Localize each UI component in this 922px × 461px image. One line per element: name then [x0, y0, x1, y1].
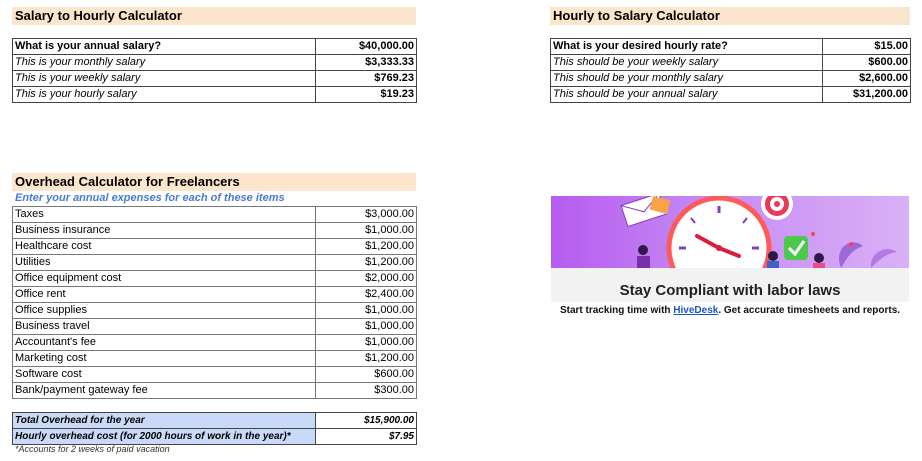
salary-to-hourly-title: Salary to Hourly Calculator [12, 7, 416, 25]
table-row [13, 39, 417, 55]
monthly-pay-value: $2,600.00 [823, 71, 911, 87]
expense-input[interactable]: $1,000.00 [316, 223, 417, 239]
promo-text-after: . Get accurate timesheets and reports. [718, 305, 901, 316]
hourly-rate-input[interactable]: $15.00 [823, 39, 911, 55]
total-overhead-label: Total Overhead for the year [13, 413, 316, 429]
expense-label: Office supplies [13, 303, 316, 319]
expense-label: Taxes [13, 207, 316, 223]
monthly-salary-label: This is your monthly salary [13, 55, 316, 71]
annual-pay-label: This should be your annual salary [551, 87, 823, 103]
table-row [13, 255, 417, 271]
expense-input[interactable]: $1,200.00 [316, 351, 417, 367]
overhead-subtitle: Enter your annual expenses for each of these items [15, 192, 285, 204]
expense-input[interactable]: $2,400.00 [316, 287, 417, 303]
hourly-salary-label: This is your hourly salary [13, 87, 316, 103]
table-row [551, 71, 911, 87]
promo-banner[interactable] [551, 196, 909, 268]
hourly-overhead-value: $7.95 [316, 429, 417, 445]
expense-label: Bank/payment gateway fee [13, 383, 316, 399]
table-row [13, 223, 417, 239]
expense-input[interactable]: $600.00 [316, 367, 417, 383]
salary-to-hourly-table [12, 38, 417, 103]
expense-input[interactable]: $1,200.00 [316, 255, 417, 271]
clock-illustration-icon [551, 196, 909, 268]
overhead-title: Overhead Calculator for Freelancers [12, 173, 416, 191]
hourly-rate-label: What is your desired hourly rate? [551, 39, 823, 55]
table-row [13, 303, 417, 319]
expense-input[interactable]: $1,200.00 [316, 239, 417, 255]
expense-input[interactable]: $3,000.00 [316, 207, 417, 223]
totals-table [12, 412, 417, 445]
expense-label: Marketing cost [13, 351, 316, 367]
weekly-pay-label: This should be your weekly salary [551, 55, 823, 71]
monthly-pay-label: This should be your monthly salary [551, 71, 823, 87]
hivedesk-link[interactable]: HiveDesk [673, 305, 719, 316]
table-row [13, 413, 417, 429]
hourly-to-salary-title: Hourly to Salary Calculator [550, 7, 910, 25]
expense-label: Utilities [13, 255, 316, 271]
monthly-salary-value: $3,333.33 [316, 55, 417, 71]
expense-label: Office rent [13, 287, 316, 303]
weekly-salary-label: This is your weekly salary [13, 71, 316, 87]
table-row [13, 287, 417, 303]
table-row [13, 429, 417, 445]
table-row [13, 351, 417, 367]
expense-label: Business travel [13, 319, 316, 335]
table-row [13, 87, 417, 103]
table-row [551, 39, 911, 55]
promo-text-before: Start tracking time with [559, 305, 674, 316]
expense-input[interactable]: $1,000.00 [316, 319, 417, 335]
annual-pay-value: $31,200.00 [823, 87, 911, 103]
table-row [13, 207, 417, 223]
table-row [13, 71, 417, 87]
hourly-salary-value: $19.23 [316, 87, 417, 103]
expense-label: Business insurance [13, 223, 316, 239]
promo-title: Stay Compliant with labor laws [619, 282, 841, 299]
expense-input[interactable]: $300.00 [316, 383, 417, 399]
expense-input[interactable]: $1,000.00 [316, 303, 417, 319]
table-row [13, 319, 417, 335]
vacation-note: *Accounts for 2 weeks of paid vacation [15, 444, 170, 454]
total-overhead-value: $15,900.00 [316, 413, 417, 429]
hourly-overhead-label: Hourly overhead cost (for 2000 hours of work in the year)* [13, 429, 316, 445]
annual-salary-label: What is your annual salary? [13, 39, 316, 55]
promo-text [551, 305, 909, 316]
table-row [13, 271, 417, 287]
expense-label: Healthcare cost [13, 239, 316, 255]
table-row [551, 87, 911, 103]
hourly-to-salary-table [550, 38, 911, 103]
annual-salary-input[interactable]: $40,000.00 [316, 39, 417, 55]
expenses-table [12, 206, 417, 399]
table-row [13, 335, 417, 351]
expense-input[interactable]: $2,000.00 [316, 271, 417, 287]
table-row [13, 239, 417, 255]
table-row [13, 383, 417, 399]
expense-label: Office equipment cost [13, 271, 316, 287]
weekly-pay-value: $600.00 [823, 55, 911, 71]
table-row [551, 55, 911, 71]
expense-label: Accountant's fee [13, 335, 316, 351]
table-row [13, 55, 417, 71]
weekly-salary-value: $769.23 [316, 71, 417, 87]
expense-input[interactable]: $1,000.00 [316, 335, 417, 351]
expense-label: Software cost [13, 367, 316, 383]
table-row [13, 367, 417, 383]
